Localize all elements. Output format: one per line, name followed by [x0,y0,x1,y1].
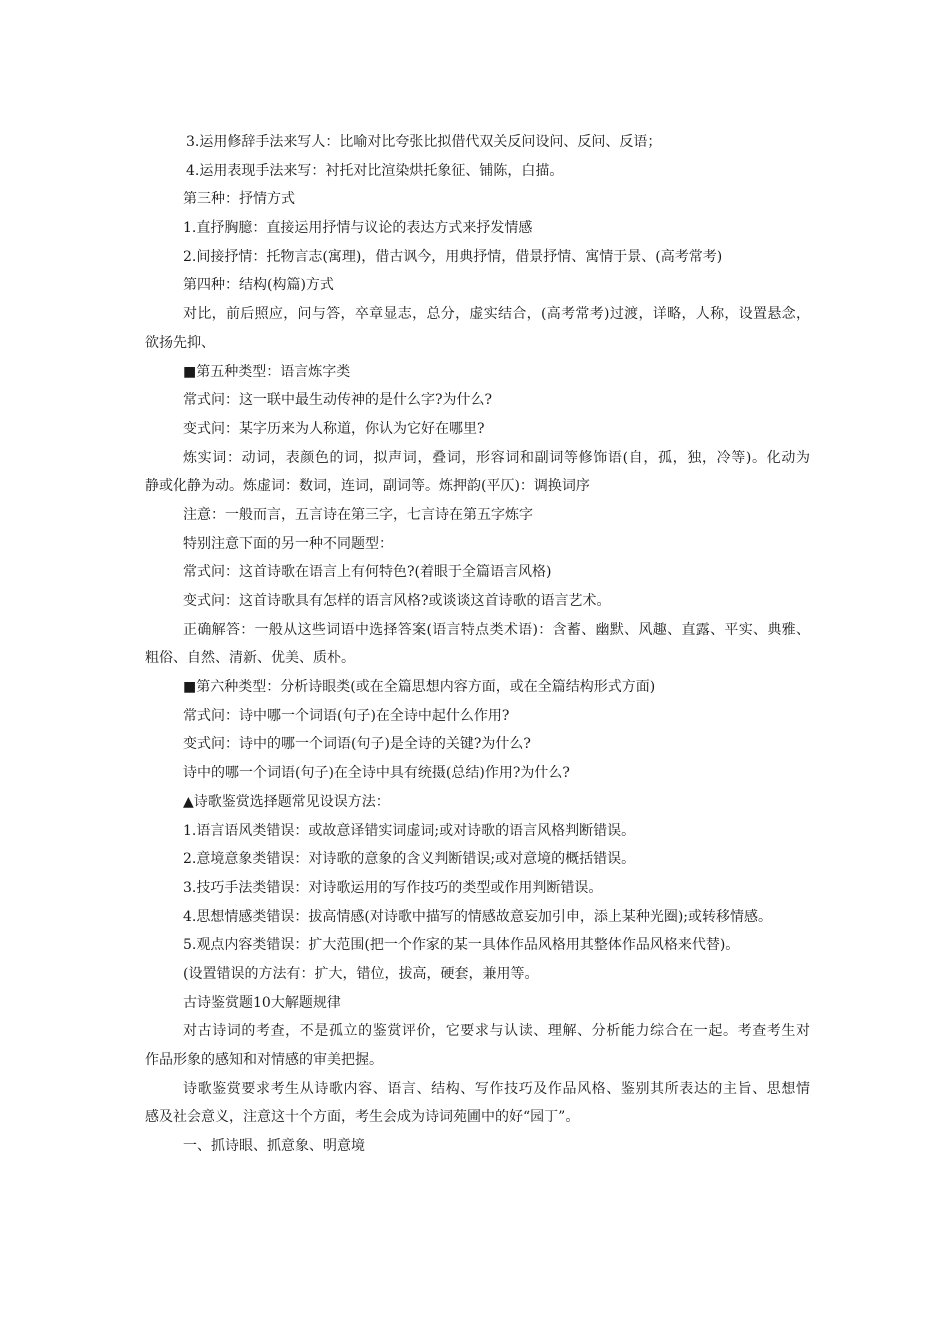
text-line: 作品形象的感知和对情感的审美把握。 [145,1052,383,1068]
text-line: 变式问：这首诗歌具有怎样的语言风格?或谈谈这首诗歌的语言艺术。 [183,593,611,609]
text-line: 感及社会意义，注意这十个方面，考生会成为诗词苑圃中的好“园丁”。 [145,1109,580,1126]
text-line: 注意：一般而言，五言诗在第三字，七言诗在第五字炼字 [183,506,533,523]
text-line: 常式问：这一联中最生动传神的是什么字?为什么? [183,392,493,409]
text-line: 变式问：诗中的哪一个词语(句子)是全诗的关键?为什么? [183,736,531,753]
text-line: 诗歌鉴赏要求考生从诗歌内容、语言、结构、写作技巧及作品风格、鉴别其所表达的主旨、思想情 [183,1080,810,1097]
section-heading: ■第六种类型：分析诗眼类(或在全篇思想内容方面，或在全篇结构形式方面) [183,679,656,696]
text-line: 变式问：某字历来为人称道，你认为它好在哪里? [183,420,485,437]
text-line: 2.意境意象类错误：对诗歌的意象的含义判断错误;或对意境的概括错误。 [183,851,636,868]
text-line: 特别注意下面的另一种不同题型： [183,535,393,552]
section-heading: 一、抓诗眼、抓意象、明意境 [183,1138,365,1155]
text-line: 4.运用表现手法来写：衬托对比渲染烘托象征、铺陈，白描。 [186,162,564,179]
section-heading: ▲诗歌鉴赏选择题常见设误方法： [183,793,390,810]
text-line: 3.技巧手法类错误：对诗歌运用的写作技巧的类型或作用判断错误。 [183,879,603,896]
text-line: 4.思想情感类错误：拔高情感(对诗歌中描写的情感故意妄加引申，添上某种光圈);或转移情感。 [183,908,772,925]
text-line: 1.语言语风类错误：或故意译错实词虚词;或对诗歌的语言风格判断错误。 [183,822,636,839]
text-line: 3.运用修辞手法来写人：比喻对比夸张比拟借代双关反问设问、反问、反语； [186,134,662,150]
document-body [145,128,810,1161]
text-line: 常式问：这首诗歌在语言上有何特色?(着眼于全篇语言风格) [183,564,552,581]
text-line: 诗中的哪一个词语(句子)在全诗中具有统摄(总结)作用?为什么? [183,765,570,782]
text-line: 欲扬先抑、 [145,334,215,351]
text-line: 炼实词：动词，表颜色的词，拟声词，叠词，形容词和副词等修饰语(自，孤，独，冷等)。化动为 [183,449,810,466]
text-line: 静或化静为动。炼虚词：数词，连词，副词等。炼押韵(平仄)：调换词序 [145,478,590,495]
text-line: 5.观点内容类错误：扩大范围(把一个作家的某一具体作品风格用其整体作品风格来代替)。 [183,937,740,954]
text-line: 2.间接抒情：托物言志(寓理)，借古讽今，用典抒情，借景抒情、寓情于景、(高考常考) [183,248,723,265]
text-line: 对比，前后照应，问与答，卒章显志，总分，虚实结合，(高考常考)过渡，详略，人称，设置悬念， [183,306,810,323]
section-heading: ■第五种类型：语言炼字类 [183,363,351,380]
section-heading: 古诗鉴赏题10大解题规律 [183,994,341,1011]
text-line: 对古诗词的考查，不是孤立的鉴赏评价，它要求与认读、理解、分析能力综合在一起。考查考生对 [183,1023,810,1040]
text-line: 正确解答：一般从这些词语中选择答案(语言特点类术语)：含蓄、幽默、风趣、直露、平实、典雅、 [183,621,810,638]
text-line: 常式问：诗中哪一个词语(句子)在全诗中起什么作用? [183,707,510,724]
text-line: 1.直抒胸臆：直接运用抒情与议论的表达方式来抒发情感 [183,220,533,237]
text-line: 粗俗、自然、清新、优美、质朴。 [145,650,355,667]
section-heading: 第三种：抒情方式 [183,191,295,208]
section-heading: 第四种：结构(构篇)方式 [183,277,334,294]
text-line: (设置错误的方法有：扩大，错位，拔高，硬套，兼用等。 [183,965,539,982]
